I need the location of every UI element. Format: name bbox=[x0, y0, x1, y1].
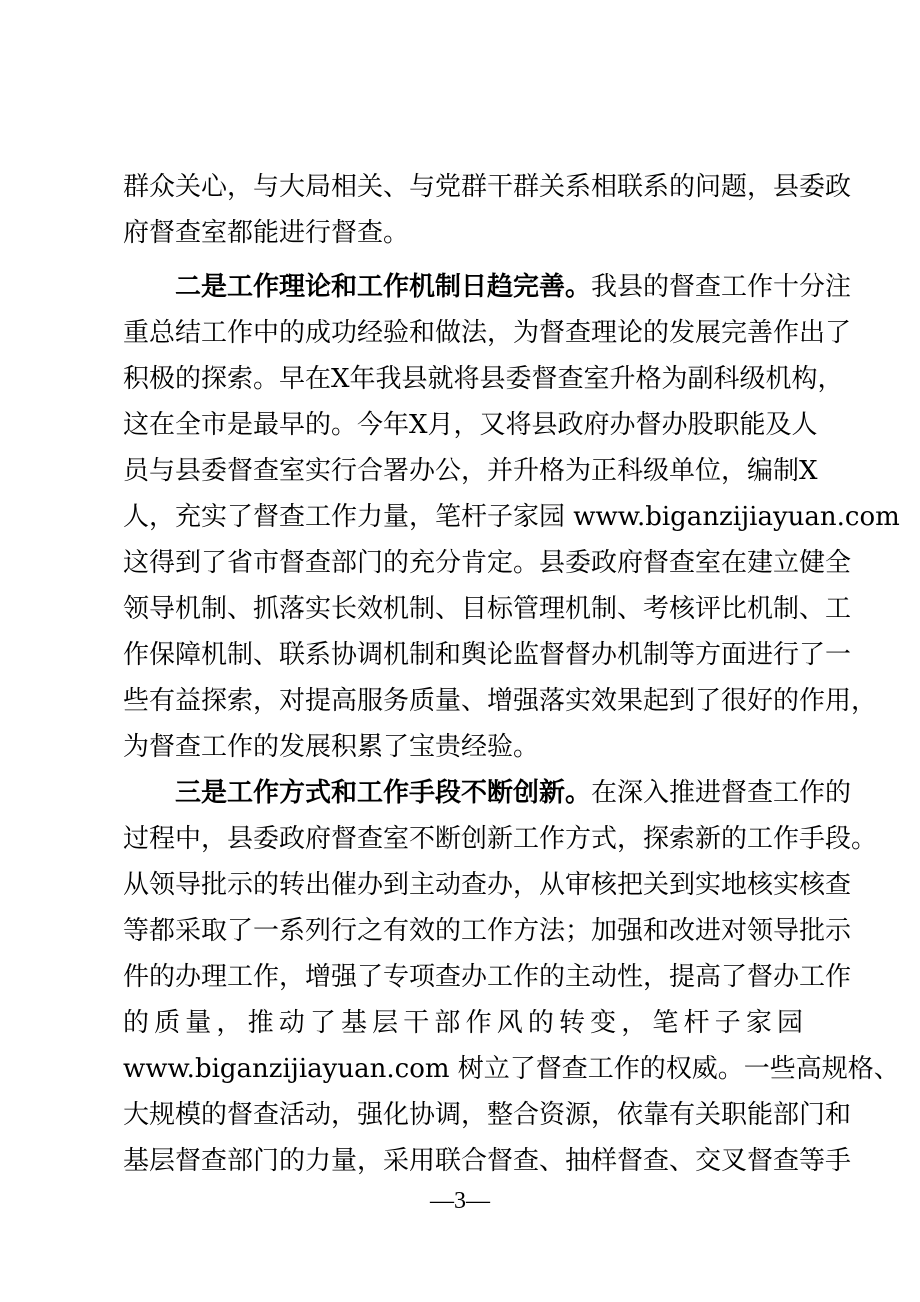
paragraph-2-line-11: 为督查工作的发展积累了宝贵经验。 bbox=[123, 732, 540, 762]
paragraph-3-line-9: 基层督查部门的力量，采用联合督查、抽样督查、交叉督查等手 bbox=[123, 1146, 852, 1176]
paragraph-1-line-1: 群众关心，与大局相关、与党群干群关系相联系的问题，县委政 bbox=[123, 172, 852, 202]
paragraph-3-line-6: 的质量，推动了基层干部作风的转变，笔杆子家园 bbox=[123, 1008, 803, 1038]
paragraph-2-line-1-text: 我县的督查工作十分注 bbox=[591, 272, 852, 302]
paragraph-2-heading: 二是工作理论和工作机制日趋完善。 bbox=[175, 272, 592, 302]
paragraph-2-line-7: 这得到了省市督查部门的充分肯定。县委政府督查室在建立健全 bbox=[123, 548, 852, 578]
paragraph-3-line-5: 件的办理工作，增强了专项查办工作的主动性，提高了督办工作 bbox=[123, 962, 852, 992]
paragraph-3-line-2: 过程中，县委政府督查室不断创新工作方式，探索新的工作手段。 bbox=[123, 824, 878, 854]
paragraph-2-line-2: 重总结工作中的成功经验和做法，为督查理论的发展完善作出了 bbox=[123, 318, 852, 348]
paragraph-2-line-3: 积极的探索。早在X年我县就将县委督查室升格为副科级机构， bbox=[123, 364, 844, 394]
page-number: —3— bbox=[430, 1188, 490, 1214]
paragraph-2-line-10: 些有益探索，对提高服务质量、增强落实效果起到了很好的作用， bbox=[123, 686, 878, 716]
paragraph-2-line-6: 人，充实了督查工作力量，笔杆子家园 www.biganzijiayuan.com bbox=[123, 502, 900, 532]
paragraph-3-line-4: 等都采取了一系列行之有效的工作方法；加强和改进对领导批示 bbox=[123, 916, 852, 946]
paragraph-3-line-3: 从领导批示的转出催办到主动查办，从审核把关到实地核实核查 bbox=[123, 870, 852, 900]
paragraph-3-heading: 三是工作方式和工作手段不断创新。 bbox=[175, 778, 592, 808]
paragraph-3-line-1-text: 在深入推进督查工作的 bbox=[591, 778, 852, 808]
paragraph-3-line-7: www.biganzijiayuan.com 树立了督查工作的权威。一些高规格、 bbox=[123, 1054, 900, 1084]
paragraph-3-line-1 bbox=[175, 770, 852, 816]
paragraph-2-line-4: 这在全市是最早的。今年X月，又将县政府办督办股职能及人 bbox=[123, 410, 818, 440]
paragraph-2-line-9: 作保障机制、联系协调机制和舆论监督督办机制等方面进行了一 bbox=[123, 640, 852, 670]
paragraph-3-line-8: 大规模的督查活动，强化协调，整合资源，依靠有关职能部门和 bbox=[123, 1100, 852, 1130]
paragraph-1-line-2: 府督查室都能进行督查。 bbox=[123, 218, 410, 248]
paragraph-2-line-5: 员与县委督查室实行合署办公，并升格为正科级单位，编制X bbox=[123, 456, 818, 486]
paragraph-2-line-1 bbox=[175, 264, 852, 310]
paragraph-2-line-8: 领导机制、抓落实长效机制、目标管理机制、考核评比机制、工 bbox=[123, 594, 852, 624]
